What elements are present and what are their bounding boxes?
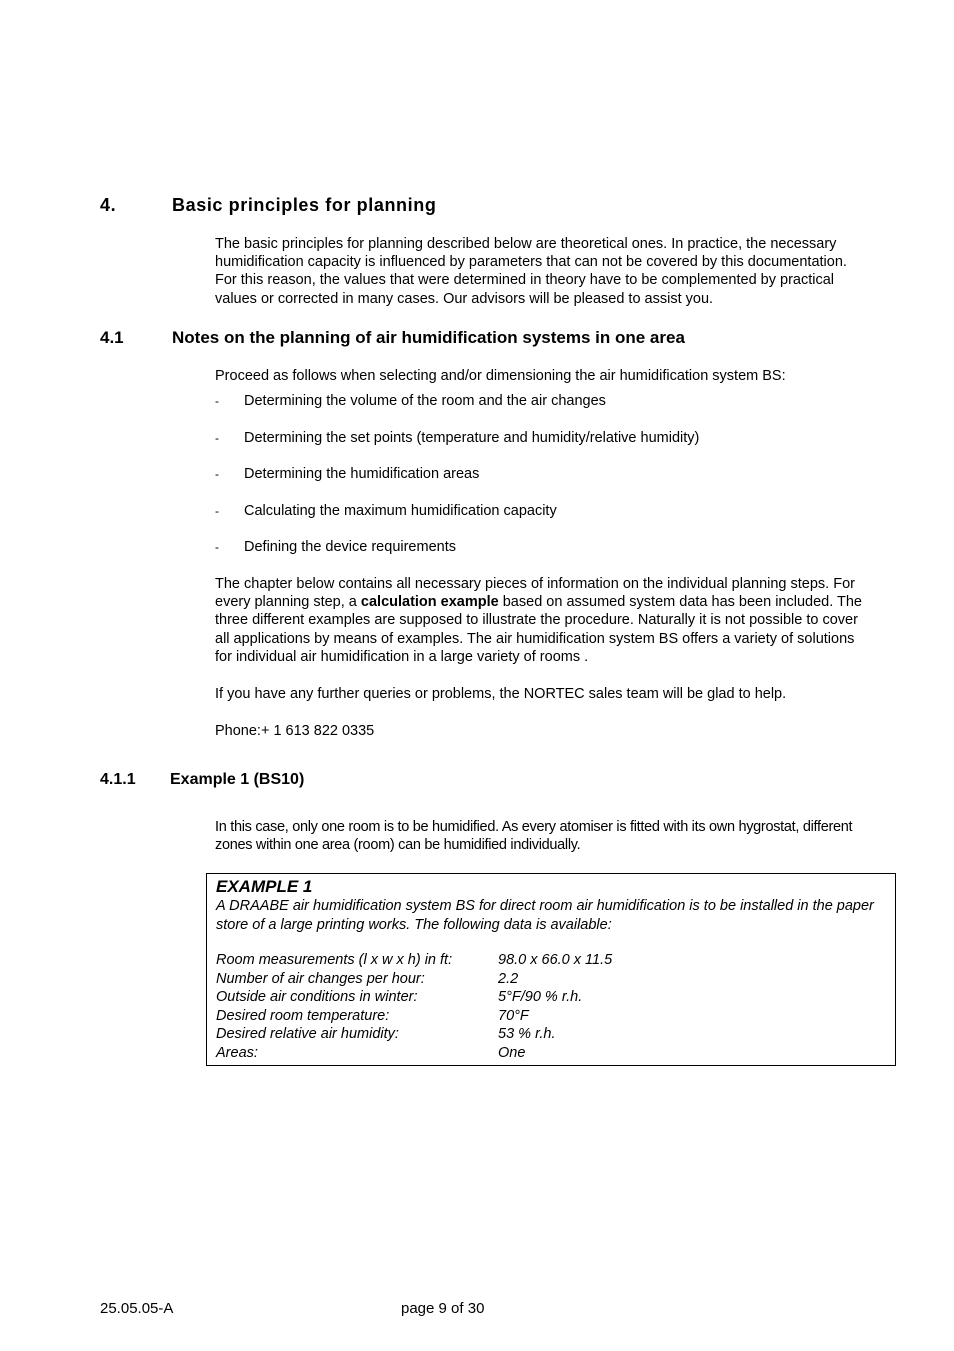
calculation-example-emphasis: calculation example xyxy=(360,594,499,611)
example-title: EXAMPLE 1 xyxy=(216,877,313,896)
row-value: 5°F/90 % r.h. xyxy=(498,989,583,1005)
table-row xyxy=(216,970,612,989)
footer-doc-code: 25.05.05-A xyxy=(100,1300,174,1317)
subsubsection-number: 4.1.1 xyxy=(100,771,136,788)
row-value: One xyxy=(498,1044,526,1061)
table-row xyxy=(216,1025,612,1044)
example-description: A DRAABE air humidification system BS for direct room air humidification is to be installed in the paper store of a large printing works. The following data is available: xyxy=(216,898,874,933)
subsection-title: Notes on the planning of air humidification systems in one area xyxy=(172,328,685,347)
planning-steps-list xyxy=(215,392,875,575)
list-item xyxy=(215,429,875,466)
row-label: Desired room temperature: xyxy=(216,1007,390,1024)
list-item xyxy=(215,465,875,502)
bullet-dash: - xyxy=(215,467,219,481)
section-paragraph: The basic principles for planning described below are theoretical ones. In practice, the necessary humidification capacity is influenced by parameters that can not be covered by this documentation. For this reason, the values that were determined in theory have to be complemented by practical values or corrected in many cases. Our advisors will be pleased to assist you. xyxy=(215,236,847,307)
example-intro-paragraph: In this case, only one room is to be humidified. As every atomiser is fitted with its own hygrostat, different zones within one area (room) can be humidified individually. xyxy=(215,819,853,854)
list-item-text: Defining the device requirements xyxy=(244,539,456,555)
list-item-text: Determining the set points (temperature and humidity/relative humidity) xyxy=(244,429,700,446)
row-value: 98.0 x 66.0 x 11.5 xyxy=(498,952,613,968)
table-row xyxy=(216,1044,612,1063)
support-paragraph: If you have any further queries or problems, the NORTEC sales team will be glad to help. xyxy=(215,686,787,702)
intro-paragraph: Proceed as follows when selecting and/or dimensioning the air humidification system BS: xyxy=(215,368,786,384)
section-title: Basic principles for planning xyxy=(172,195,437,215)
bullet-dash: - xyxy=(215,540,219,554)
example-box xyxy=(206,873,896,1066)
row-label: Desired relative air humidity: xyxy=(216,1026,399,1042)
planning-steps-paragraph xyxy=(215,575,875,666)
bullet-dash: - xyxy=(215,430,219,445)
list-item-text: Determining the humidification areas xyxy=(244,466,480,482)
row-value: 53 % r.h. xyxy=(498,1026,556,1042)
table-row xyxy=(216,988,612,1007)
row-label: Room measurements (l x w x h) in ft: xyxy=(216,952,453,968)
bullet-dash: - xyxy=(215,394,219,408)
footer-page-number: page 9 of 30 xyxy=(401,1300,485,1317)
bullet-dash: - xyxy=(215,503,219,518)
row-label: Number of air changes per hour: xyxy=(216,970,425,987)
subsubsection-title: Example 1 (BS10) xyxy=(170,771,305,788)
row-label: Outside air conditions in winter: xyxy=(216,989,418,1005)
row-value: 70°F xyxy=(498,1007,529,1024)
paragraph-text-end: based on assumed system data has been included. The three different examples are supposed to illustrate the procedure. Naturally it is not possible to cover all applications by means of examples. The air humidification system BS offers a variety of solutions for individual air humidification in a large variety of rooms . xyxy=(215,594,862,665)
paragraph-text-start: The chapter below contains all necessary pieces of information on the individual planning steps. For every planning step, a xyxy=(215,576,855,611)
table-row xyxy=(216,1007,612,1026)
subsection-number: 4.1 xyxy=(100,328,124,347)
table-row xyxy=(216,951,612,970)
list-item-text: Determining the volume of the room and the air changes xyxy=(244,393,606,409)
list-item xyxy=(215,538,875,575)
example-data-table xyxy=(216,951,612,1062)
list-item xyxy=(215,502,875,539)
phone-number: Phone:+ 1 613 822 0335 xyxy=(215,723,375,739)
list-item-text: Calculating the maximum humidification capacity xyxy=(244,502,557,519)
row-label: Areas: xyxy=(216,1044,258,1061)
list-item xyxy=(215,392,875,429)
row-value: 2.2 xyxy=(498,970,519,987)
section-number: 4. xyxy=(100,195,117,215)
